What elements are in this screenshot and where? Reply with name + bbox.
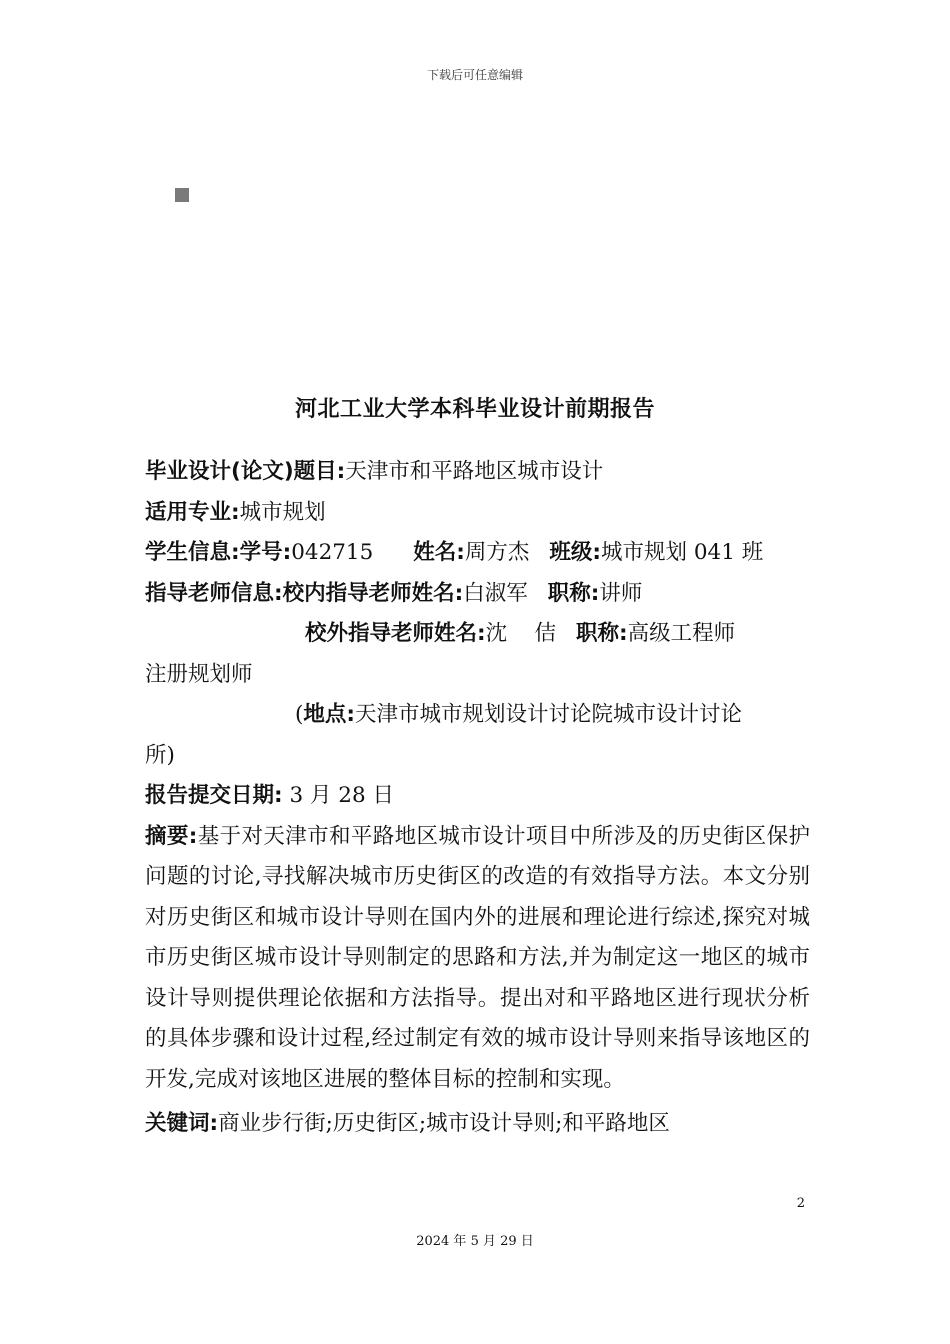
abstract-label: 摘要: bbox=[145, 823, 198, 849]
student-name-value: 周方杰 bbox=[464, 540, 530, 565]
document-title: 河北工业大学本科毕业设计前期报告 bbox=[294, 397, 655, 422]
location-value: 天津市城市规划设计讨论院城市设计讨论 bbox=[355, 702, 743, 727]
external-title-value: 高级工程师 bbox=[627, 621, 736, 646]
abstract-paragraph bbox=[145, 817, 810, 1101]
student-class-value: 城市规划 041 班 bbox=[601, 540, 764, 565]
topic-line bbox=[145, 452, 810, 493]
report-body bbox=[145, 452, 810, 1145]
internal-advisor-label: 校内指导老师姓名: bbox=[282, 580, 464, 606]
external-advisor-value: 沈 佶 bbox=[485, 621, 556, 646]
internal-advisor-value: 白淑军 bbox=[463, 580, 528, 606]
external-title-label: 职称: bbox=[575, 621, 628, 646]
internal-title-value: 讲师 bbox=[599, 580, 643, 606]
student-id-label: 学号: bbox=[239, 540, 292, 565]
location-cont: 所) bbox=[145, 742, 175, 768]
major-value: 城市规划 bbox=[239, 499, 326, 525]
date-label: 报告提交日期: bbox=[145, 783, 283, 808]
student-line bbox=[145, 533, 810, 574]
internal-title-label: 职称: bbox=[547, 580, 600, 606]
location-label: 地点: bbox=[303, 702, 355, 727]
header-note: 下载后可任意编辑 bbox=[426, 68, 523, 82]
external-title-cont: 注册规划师 bbox=[145, 661, 253, 687]
student-label: 学生信息: bbox=[145, 540, 240, 565]
advisor-label: 指导老师信息: bbox=[145, 580, 283, 606]
student-name-label: 姓名: bbox=[413, 540, 465, 565]
page-number: 2 bbox=[796, 1196, 805, 1211]
keywords-line bbox=[145, 1104, 810, 1145]
keywords-value: 商业步行街;历史街区;城市设计导则;和平路地区 bbox=[218, 1111, 670, 1136]
location-line bbox=[145, 695, 810, 736]
topic-label: 毕业设计(论文)题目: bbox=[145, 459, 346, 484]
square-bullet-icon bbox=[175, 188, 189, 202]
date-line bbox=[145, 776, 810, 817]
date-value: 3 月 28 日 bbox=[282, 783, 394, 808]
external-advisor-line bbox=[145, 614, 810, 655]
student-class-label: 班级: bbox=[549, 540, 602, 565]
abstract-text: 基于对天津市和平路地区城市设计项目中所涉及的历史街区保护问题的讨论,寻找解决城市历史街区的改造的有效指导方法。本文分别对历史街区和城市设计导则在国内外的进展和理论进行综述,探究对城市历史街区城市设计导则制定的思路和方法,并为制定这一地区的城市设计导则提供理论依据和方法指导。提出对和平路地区进行现状分析的具体步骤和设计过程,经过制定有效的城市设计导则来指导该地区的开发,完成对该地区进展的整体目标的控制和实现。 bbox=[145, 823, 810, 1092]
topic-value: 天津市和平路地区城市设计 bbox=[345, 459, 604, 484]
major-line bbox=[145, 493, 810, 534]
student-id-value: 042715 bbox=[291, 540, 374, 565]
location-open: ( bbox=[295, 702, 304, 727]
major-label: 适用专业: bbox=[145, 499, 240, 525]
advisor-line bbox=[145, 574, 810, 615]
keywords-label: 关键词: bbox=[145, 1111, 219, 1136]
footer-date: 2024 年 5 月 29 日 bbox=[416, 1234, 534, 1249]
external-advisor-label: 校外指导老师姓名: bbox=[305, 621, 486, 646]
